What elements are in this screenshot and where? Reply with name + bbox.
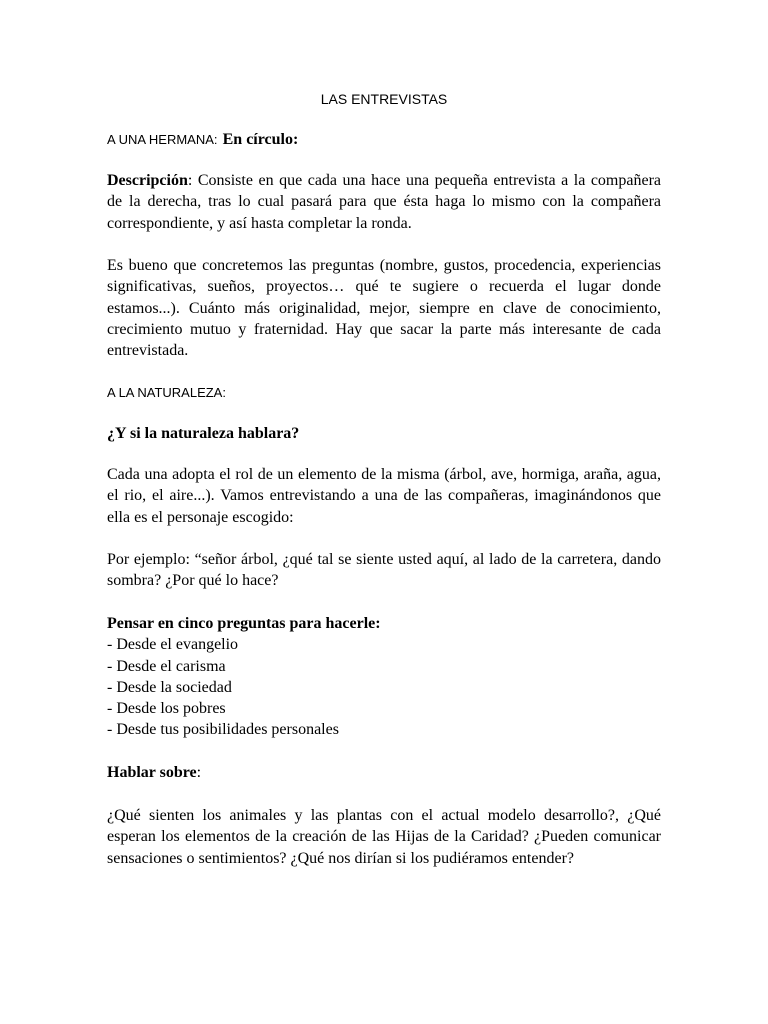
talk-heading-colon: :	[196, 764, 202, 781]
section-heading-naturaleza: A LA NATURALEZA:	[107, 385, 226, 400]
talk-heading-label: Hablar sobre	[107, 764, 197, 781]
description-paragraph	[107, 170, 661, 234]
list-item: - Desde el evangelio	[107, 636, 239, 654]
list-item: - Desde tus posibilidades personales	[107, 721, 339, 739]
section-label: A UNA HERMANA:	[107, 132, 218, 147]
description-text: : Consiste en que cada una hace una pequeña entrevista a la compañera de la derecha, tras lo cual pasará para que ésta haga lo mismo con la compañera correspondiente, y así hasta completar la ronda.	[107, 172, 661, 232]
description-label: Descripción	[107, 172, 188, 189]
nature-question-heading	[107, 423, 661, 444]
list-item: - Desde los pobres	[107, 700, 226, 718]
talk-paragraph: ¿Qué sienten los animales y las plantas con el actual modelo desarrollo?, ¿Qué esperan los elementos de la creación de las Hijas de la Caridad? ¿Pueden comunicar sensaciones o sentimientos? ¿Qué nos dirían si los pudiéramos entender?	[107, 807, 661, 867]
section-subtitle: En círculo:	[222, 131, 299, 148]
list-item: - Desde el carisma	[107, 657, 226, 675]
document-title: LAS ENTREVISTAS	[320, 91, 448, 107]
list-item: - Desde la sociedad	[107, 678, 232, 696]
example-paragraph: Por ejemplo: “señor árbol, ¿qué tal se siente usted aquí, al lado de la carretera, dando sombra? ¿Por qué lo hace?	[107, 551, 661, 590]
questions-paragraph: Es bueno que concretemos las preguntas (nombre, gustos, procedencia, experiencias significativas, sueños, proyectos… qué te sugiere o recuerda el lugar donde estamos...). Cuánto más originalidad, mejor, siempre en clave de conocimiento, crecimiento mutuo y fraternidad. Hay que sacar la parte más interesante de cada entrevistada.	[107, 257, 661, 360]
talk-heading	[107, 762, 661, 783]
think-list	[107, 634, 661, 740]
section-heading-hermana	[107, 128, 661, 150]
role-paragraph: Cada una adopta el rol de un elemento de la misma (árbol, ave, hormiga, araña, agua, el rio, el aire...). Vamos entrevistando a una de las compañeras, imaginándonos que ella es el personaje escogido:	[107, 466, 661, 526]
think-block	[107, 613, 661, 741]
nature-question-text: ¿Y si la naturaleza hablara?	[107, 425, 300, 442]
think-heading: Pensar en cinco preguntas para hacerle:	[107, 615, 381, 632]
